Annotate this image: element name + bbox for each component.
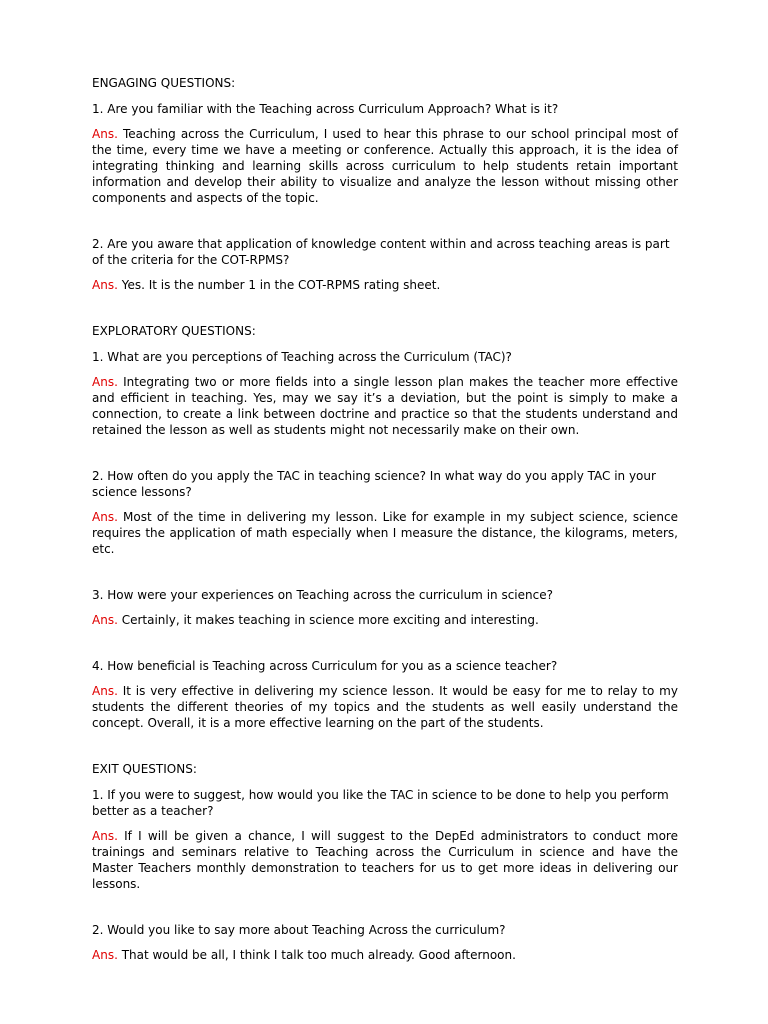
answer-label: Ans. bbox=[92, 510, 118, 524]
answer-label: Ans. bbox=[92, 278, 118, 292]
qa-item bbox=[92, 101, 678, 206]
section-heading: EXPLORATORY QUESTIONS: bbox=[92, 324, 256, 338]
answer-text: If I will be given a chance, I will suggest to the DepEd administrators to conduct more trainings and seminars relative to Teaching across the Curriculum in science and have the Master Teachers monthly demonstration to teachers for us to get more ideas in delivering our lessons. bbox=[92, 829, 678, 891]
answer-text: Most of the time in delivering my lesson. Like for example in my subject science, science requires the application of math especially when I measure the distance, the kilograms, meters, etc. bbox=[92, 510, 678, 556]
question-text: 2. How often do you apply the TAC in teaching science? In what way do you apply TAC in your science lessons? bbox=[92, 469, 656, 499]
answer-text: It is very effective in delivering my science lesson. It would be easy for me to relay to my students the different theories of my topics and the students as well easily understand the concept. Overall, it is a more effective learning on the part of the students. bbox=[92, 684, 678, 730]
answer-text: That would be all, I think I talk too much already. Good afternoon. bbox=[121, 948, 516, 962]
qa-item bbox=[92, 787, 678, 892]
qa-item bbox=[92, 658, 678, 731]
answer-label: Ans. bbox=[92, 948, 118, 962]
answer-paragraph bbox=[92, 277, 678, 293]
section-heading: EXIT QUESTIONS: bbox=[92, 762, 197, 776]
answer-label: Ans. bbox=[92, 684, 118, 698]
question-text: 1. What are you perceptions of Teaching across the Curriculum (TAC)? bbox=[92, 350, 512, 364]
qa-item bbox=[92, 587, 678, 628]
answer-label: Ans. bbox=[92, 613, 118, 627]
document-page bbox=[92, 75, 678, 993]
question-text: 3. How were your experiences on Teaching across the curriculum in science? bbox=[92, 588, 553, 602]
answer-label: Ans. bbox=[92, 829, 118, 843]
answer-text: Certainly, it makes teaching in science more exciting and interesting. bbox=[121, 613, 539, 627]
section-heading: ENGAGING QUESTIONS: bbox=[92, 76, 236, 90]
qa-item bbox=[92, 236, 678, 293]
qa-item bbox=[92, 922, 678, 963]
answer-text: Teaching across the Curriculum, I used to hear this phrase to our school principal most of the time, every time we have a meeting or conference. Actually this approach, it is the idea of integrating thinking and learning skills across curriculum to help students retain important information and develop their ability to visualize and analyze the lesson without missing other components and aspects of the topic. bbox=[92, 127, 678, 205]
question-text: 2. Are you aware that application of knowledge content within and across teaching areas is part of the criteria for the COT-RPMS? bbox=[92, 237, 670, 267]
section-exit bbox=[92, 761, 678, 963]
answer-text: Integrating two or more fields into a single lesson plan makes the teacher more effective and efficient in teaching. Yes, may we say it’s a deviation, but the point is simply to make a connection, to create a link between doctrine and practice so that the students understand and retained the lesson as well as students might not necessarily make on their own. bbox=[92, 375, 678, 437]
answer-label: Ans. bbox=[92, 375, 118, 389]
question-text: 4. How beneficial is Teaching across Curriculum for you as a science teacher? bbox=[92, 659, 558, 673]
qa-item bbox=[92, 468, 678, 557]
question-text: 2. Would you like to say more about Teaching Across the curriculum? bbox=[92, 923, 506, 937]
answer-paragraph bbox=[92, 828, 678, 892]
answer-paragraph bbox=[92, 947, 678, 963]
answer-paragraph bbox=[92, 509, 678, 557]
qa-item bbox=[92, 349, 678, 438]
answer-paragraph bbox=[92, 374, 678, 438]
answer-paragraph bbox=[92, 612, 678, 628]
question-text: 1. Are you familiar with the Teaching across Curriculum Approach? What is it? bbox=[92, 102, 559, 116]
section-exploratory bbox=[92, 323, 678, 731]
answer-text: Yes. It is the number 1 in the COT-RPMS rating sheet. bbox=[121, 278, 441, 292]
answer-paragraph bbox=[92, 683, 678, 731]
question-text: 1. If you were to suggest, how would you like the TAC in science to be done to help you perform better as a teacher? bbox=[92, 788, 669, 818]
section-engaging bbox=[92, 75, 678, 293]
answer-label: Ans. bbox=[92, 127, 118, 141]
answer-paragraph bbox=[92, 126, 678, 206]
